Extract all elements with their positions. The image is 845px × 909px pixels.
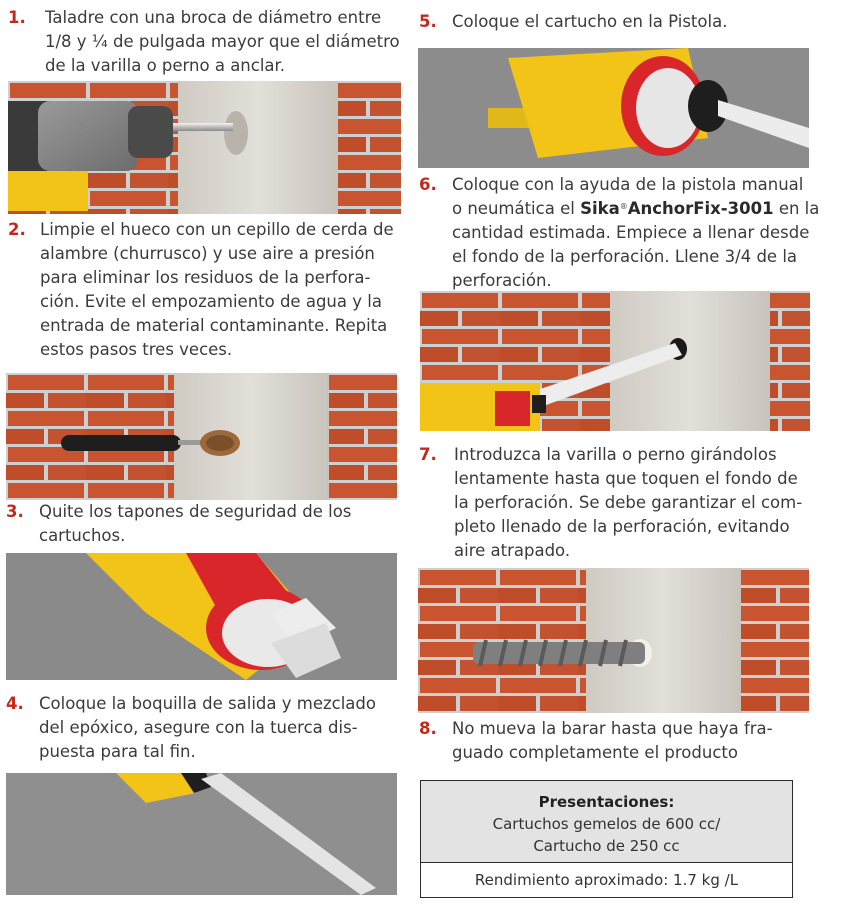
step-number: 6. [419, 175, 437, 194]
step-1 [8, 6, 408, 78]
drilling-illustration [8, 81, 401, 214]
step-number: 3. [6, 502, 24, 521]
step-text: No mueva la barar hasta que haya fra- guado completamente el producto [452, 719, 773, 762]
brush-cleaning-illustration [6, 373, 397, 500]
injection-illustration [420, 291, 810, 431]
step-6 [419, 173, 839, 293]
nozzle-illustration [6, 773, 397, 895]
step-number: 4. [6, 694, 24, 713]
step-number: 2. [8, 220, 26, 239]
gun-loading-illustration [418, 48, 809, 168]
yield-text: Rendimiento aproximado: 1.7 kg /L [474, 871, 739, 889]
step-8 [419, 717, 839, 765]
step-text: Introduzca la varilla o perno girándolos lentamente hasta que toquen el fondo de la perforación. Se debe garantizar el com- pleto llenado de la perforación, evitando aire atrapado. [454, 445, 803, 560]
presentations-header [421, 781, 792, 863]
step-text: Coloque la boquilla de salida y mezclado del epóxico, asegure con la tuerca dis- puesta para tal fin. [39, 694, 376, 761]
presentation-line: Cartucho de 250 cc [533, 837, 680, 855]
presentations-box [420, 780, 793, 898]
step-3 [6, 500, 406, 548]
cartridge-caps-illustration [6, 553, 397, 680]
presentations-heading: Presentaciones: [538, 793, 675, 811]
step-number: 5. [419, 12, 437, 31]
step-4 [6, 692, 406, 764]
step-text: Limpie el hueco con un cepillo de cerda de alambre (churrusco) y use aire a presión para eliminar los residuos de la perfora- ción. Evite el empozamiento de agua y la entrada de material contaminante. Repita estos pasos tres veces. [40, 220, 394, 359]
anchor-bolt-illustration [418, 568, 809, 713]
step-text: Coloque con la ayuda de la pistola manual o neumática el Sika®AnchorFix-3001 en la cantidad estimada. Empiece a llenar desde el fondo de la perforación. Llene 3/4 de la perforación. [452, 175, 820, 290]
product-name: AnchorFix-3001 [627, 199, 774, 218]
step-number: 1. [8, 8, 26, 27]
step-text: Coloque el cartucho en la Pistola. [452, 12, 728, 31]
presentation-line: Cartuchos gemelos de 600 cc/ [492, 815, 721, 833]
step-text: Quite los tapones de seguridad de los cartuchos. [39, 502, 352, 545]
step-5 [419, 10, 839, 34]
step-number: 7. [419, 445, 437, 464]
step-number: 8. [419, 719, 437, 738]
brand-name: Sika [580, 199, 620, 218]
step-text: Taladre con una broca de diámetro entre 1/8 y ¼ de pulgada mayor que el diámetro de la varilla o perno a anclar. [45, 8, 400, 75]
step-2 [8, 218, 408, 362]
step-7 [419, 443, 839, 563]
